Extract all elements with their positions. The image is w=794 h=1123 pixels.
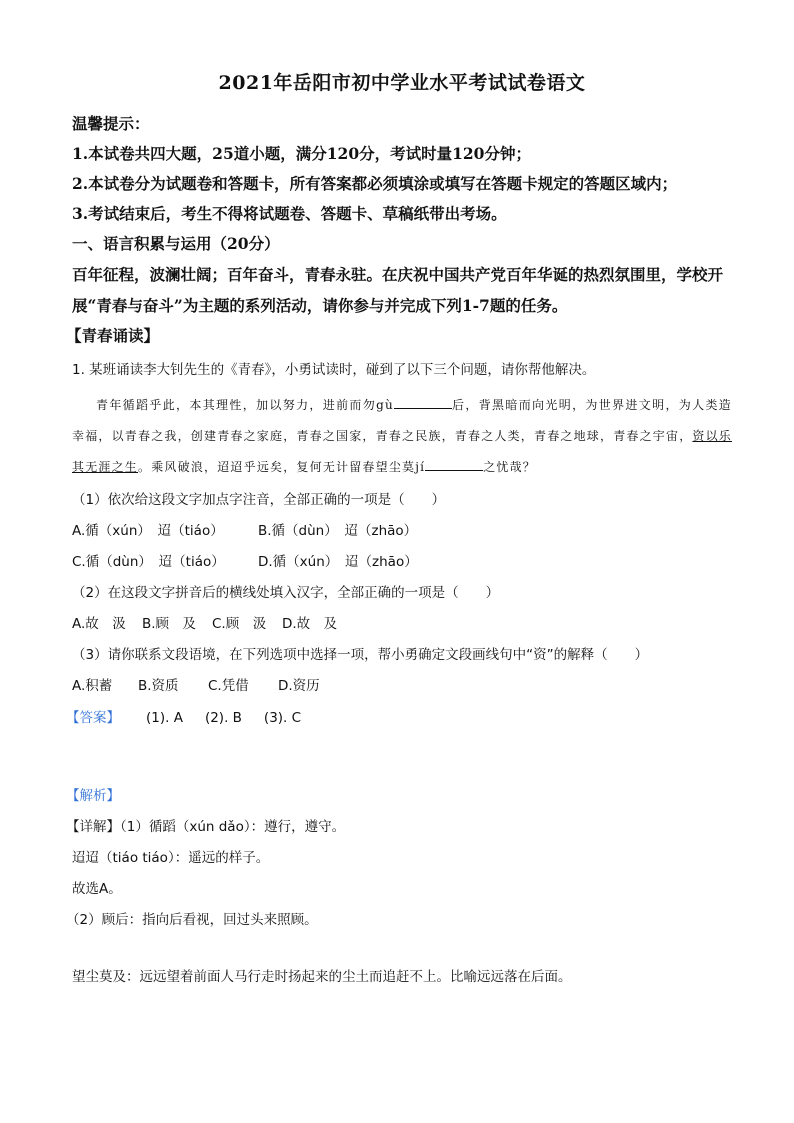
analysis-line: 迢迢（tiáo tiáo）：遥远的样子。: [72, 850, 270, 866]
analysis-line: （2）顾后：指向后看视，回过头来照顾。: [66, 912, 318, 928]
page-title: 2021年岳阳市初中学业水平考试试卷语文: [218, 72, 586, 94]
answer-item: (3). C: [263, 710, 302, 726]
analysis-line: 【详解】（1）循蹈（xún dǎo）：遵行，遵守。: [66, 819, 346, 835]
option-row: [72, 671, 732, 702]
option-row: [72, 516, 732, 547]
tip-item: 2.本试卷分为试题卷和答题卡，所有答案都必须填涂或填写在答题卡规定的答题区域内；: [72, 174, 678, 193]
passage-text: 青年循蹈乎此，本其理性，加以努力，进前而勿gù: [96, 398, 394, 412]
sub-question-stem: （3）请你联系文段语境，在下列选项中选择一项，帮小勇确定文段画线句中“资”的解释（ ）: [72, 647, 649, 663]
fill-blank: [425, 458, 483, 471]
option-row: [72, 609, 732, 640]
option-c: C.循（dùn） 迢（tiáo）: [72, 554, 225, 570]
option-b: B.顾 及: [142, 616, 197, 632]
tip-item: 1.本试卷共四大题，25道小题，满分120分，考试时量120分钟；: [72, 144, 531, 163]
analysis-line: 故选A。: [72, 881, 122, 897]
option-a: A.循（xún） 迢（tiáo）: [72, 523, 224, 539]
fill-blank: [394, 396, 452, 409]
underlined-sentence: 资以乐其无涯之生: [72, 429, 733, 474]
answer-row: [66, 702, 732, 734]
answer-item: (2). B: [204, 710, 242, 726]
subsection-heading: 【青春诵读】: [66, 326, 160, 345]
passage-text: 后，背黑暗而向光明，为世界进文明，为人类造幸福，以青春之我，创建青春之家庭，青春之国家，青春之民族，青春之人类，青春之地球，青春之宇宙，: [72, 398, 732, 443]
sub-question-stem: （2）在这段文字拼音后的横线处填入汉字，全部正确的一项是（ ）: [72, 585, 500, 601]
option-a: A.积蓄: [72, 678, 113, 694]
option-d: D.循（xún） 迢（zhāo）: [258, 554, 418, 570]
option-a: A.故 汲: [72, 616, 126, 632]
section-intro: 百年征程，波澜壮阔；百年奋斗，青春永驻。在庆祝中国共产党百年华诞的热烈氛围里，学校开展“青春与奋斗”为主题的系列活动，请你参与并完成下列1-7题的任务。: [72, 265, 724, 315]
option-c: C.顾 汲: [212, 616, 267, 632]
tips-heading: 温馨提示：: [72, 114, 150, 133]
answer-label: 【答案】: [66, 710, 120, 726]
option-c: C.凭借: [208, 678, 249, 694]
question-stem: 1. 某班诵读李大钊先生的《青春》，小勇试读时，碰到了以下三个问题，请你帮他解决。: [72, 362, 596, 378]
reading-passage: [72, 390, 732, 483]
option-b: B.循（dùn） 迢（zhāo）: [258, 523, 418, 539]
analysis-label: 【解析】: [66, 788, 120, 804]
exam-page: [66, 68, 733, 993]
tip-item: 3.考试结束后，考生不得将试题卷、答题卡、草稿纸带出考场。: [72, 204, 507, 223]
answer-item: (1). A: [146, 710, 183, 726]
option-row: [72, 547, 732, 578]
analysis-line: 望尘莫及：远远望着前面人马行走时扬起来的尘土而追赶不上。比喻远远落在后面。: [72, 969, 572, 985]
passage-text: 之忧哉？: [483, 460, 536, 474]
analysis-label-row: [66, 780, 732, 812]
passage-text: 。乘风破浪，迢迢乎远矣，复何无计留春望尘莫jí: [138, 460, 426, 474]
section-heading: 一、语言积累与运用（20分）: [72, 234, 280, 253]
option-d: D.故 及: [282, 616, 338, 632]
option-b: B.资质: [138, 678, 179, 694]
option-d: D.资历: [278, 678, 320, 694]
sub-question-stem: （1）依次给这段文字加点字注音，全部正确的一项是（ ）: [72, 492, 446, 508]
